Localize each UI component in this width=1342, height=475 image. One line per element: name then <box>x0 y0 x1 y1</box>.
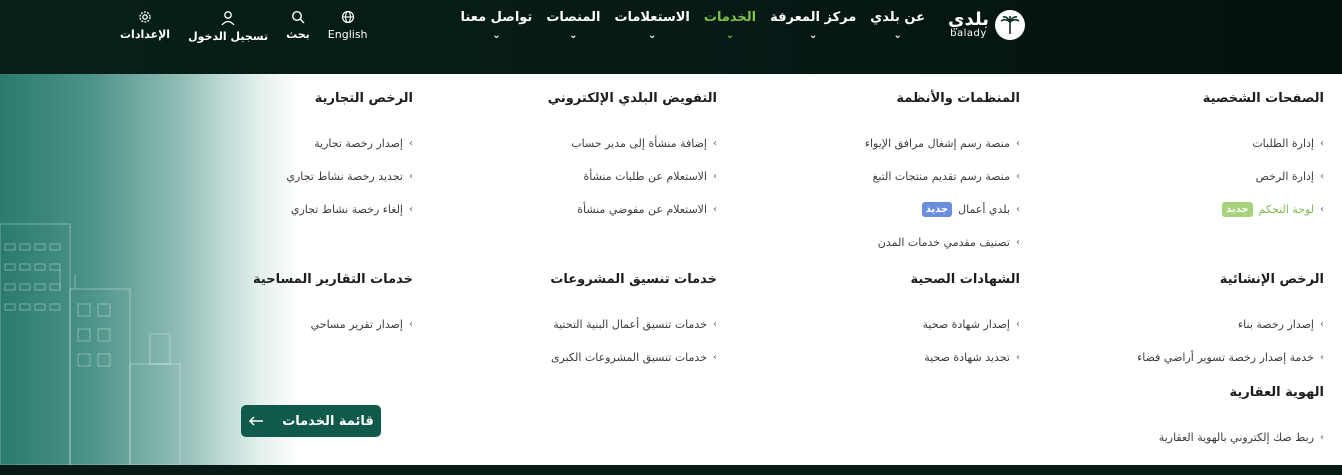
chevron-right-icon: › <box>409 319 413 330</box>
chevron-right-icon: › <box>1016 204 1020 215</box>
chevron-right-icon: › <box>713 138 717 149</box>
menu-col-health <box>911 272 1020 374</box>
section-title: الهوية العقارية <box>1229 385 1324 400</box>
chevron-right-icon: › <box>409 171 413 182</box>
chevron-down-icon: ⌄ <box>725 30 735 41</box>
logo-english: balady <box>950 28 987 39</box>
menu-link-manage-licenses[interactable]: › إدارة الرخص <box>1255 170 1324 183</box>
menu-link-add-establishment[interactable]: › إضافة منشأة إلى مدير حساب <box>571 137 717 150</box>
chevron-down-icon: ⌄ <box>808 30 818 41</box>
chevron-down-icon: ⌄ <box>893 30 902 41</box>
chevron-right-icon: › <box>1320 432 1324 443</box>
new-badge: جديد <box>922 202 953 217</box>
chevron-right-icon: › <box>409 138 413 149</box>
search-button[interactable]: بحث <box>286 10 310 43</box>
settings-button[interactable]: الإعدادات <box>120 10 170 43</box>
new-badge: جديد <box>1222 202 1253 217</box>
globe-icon <box>341 10 355 24</box>
login-button[interactable]: تسجيل الدخول <box>188 10 268 43</box>
menu-link-tobacco-fee[interactable]: › منصة رسم تقديم منتجات التبغ <box>872 170 1020 183</box>
menu-col-real-estate <box>1159 385 1324 454</box>
menu-col-delegation <box>548 91 717 226</box>
menu-link-renew-health-cert[interactable]: › تجديد شهادة صحية <box>924 351 1020 364</box>
arrow-left-icon <box>248 416 264 426</box>
section-title: خدمات تنسيق المشروعات <box>550 272 717 287</box>
nav-knowledge-center[interactable]: مركز المعرفة ⌄ <box>770 10 857 41</box>
nav-about[interactable]: عن بلدي ⌄ <box>870 10 925 41</box>
menu-link-mega-projects-coordination[interactable]: › خدمات تنسيق المشروعات الكبرى <box>550 351 717 364</box>
chevron-right-icon: › <box>409 204 413 215</box>
nav-platforms[interactable]: المنصات ⌄ <box>546 10 601 41</box>
user-icon <box>220 10 236 26</box>
chevron-right-icon: › <box>713 319 717 330</box>
menu-col-projects <box>550 272 717 374</box>
menu-link-city-service-classification[interactable]: › تصنيف مقدمي خدمات المدن <box>877 236 1020 249</box>
gear-icon <box>138 10 152 24</box>
language-button[interactable]: English <box>328 10 368 43</box>
chevron-right-icon: › <box>713 352 717 363</box>
chevron-right-icon: › <box>1016 352 1020 363</box>
menu-col-survey <box>253 272 413 341</box>
menu-link-balady-business[interactable]: › بلدي أعمال جديد <box>865 193 1020 226</box>
menu-link-link-deed[interactable]: › ربط صك إلكتروني بالهوية العقارية <box>1158 431 1324 444</box>
main-nav <box>461 10 925 41</box>
section-title: الصفحات الشخصية <box>1202 91 1324 106</box>
chevron-right-icon: › <box>713 204 717 215</box>
menu-col-personal-pages <box>1203 91 1324 226</box>
menu-col-platforms <box>865 91 1020 259</box>
logo-arabic: بلدي <box>948 9 990 30</box>
section-title: خدمات التقارير المساحية <box>253 272 413 287</box>
menu-link-issue-health-cert[interactable]: › إصدار شهادة صحية <box>922 318 1020 331</box>
menu-link-issue-commercial[interactable]: › إصدار رخصة تجارية <box>314 137 413 150</box>
section-title: الرخص التجارية <box>314 91 413 106</box>
chevron-right-icon: › <box>1320 171 1324 182</box>
nav-services[interactable]: الخدمات ⌄ <box>703 10 757 41</box>
chevron-right-icon: › <box>1016 171 1020 182</box>
menu-link-query-requests[interactable]: › الاستعلام عن طلبات منشأة <box>583 170 717 183</box>
chevron-down-icon: ⌄ <box>492 30 501 41</box>
chevron-right-icon: › <box>1320 138 1324 149</box>
chevron-right-icon: › <box>713 171 717 182</box>
menu-link-survey-report[interactable]: › إصدار تقرير مساحي <box>310 318 413 331</box>
chevron-right-icon: › <box>1320 352 1324 363</box>
menu-link-infrastructure-coordination[interactable]: › خدمات تنسيق أعمال البنية التحتية <box>553 318 717 331</box>
section-title: التفويض البلدي الإلكتروني <box>547 91 717 106</box>
menu-link-manage-requests[interactable]: › إدارة الطلبات <box>1252 137 1324 150</box>
menu-link-building-permit[interactable]: › إصدار رخصة بناء <box>1238 318 1324 331</box>
chevron-right-icon: › <box>1016 138 1020 149</box>
section-title: المنظمات والأنظمة <box>896 91 1020 106</box>
menu-col-construction <box>1137 272 1324 374</box>
services-list-button[interactable]: قائمة الخدمات <box>241 405 381 437</box>
chevron-right-icon: › <box>1320 319 1324 330</box>
top-navbar <box>0 0 1342 74</box>
menu-link-renew-commercial[interactable]: › تجديد رخصة نشاط تجاري <box>286 170 413 183</box>
menu-link-accommodation-fee[interactable]: › منصة رسم إشغال مرافق الإيواء <box>864 137 1020 150</box>
section-title: الرخص الإنشائية <box>1219 272 1324 287</box>
bottom-bar <box>0 465 1342 475</box>
nav-inquiries[interactable]: الاستعلامات ⌄ <box>614 10 690 41</box>
menu-col-commercial <box>286 91 413 226</box>
search-icon <box>291 10 305 24</box>
chevron-right-icon: › <box>1016 237 1020 248</box>
menu-link-dashboard[interactable]: › لوحة التحكم جديد <box>1203 193 1324 226</box>
chevron-right-icon: › <box>1320 204 1324 215</box>
menu-link-fencing-permit[interactable]: › خدمة إصدار رخصة تسوير أراضي فضاء <box>1137 351 1324 364</box>
chevron-down-icon: ⌄ <box>569 30 578 41</box>
nav-contact[interactable]: تواصل معنا ⌄ <box>460 10 533 41</box>
menu-link-cancel-commercial[interactable]: › إلغاء رخصة نشاط تجاري <box>290 203 413 216</box>
chevron-right-icon: › <box>1016 319 1020 330</box>
utility-bar <box>120 10 368 43</box>
balady-logo[interactable] <box>948 8 1028 42</box>
palm-emblem-icon <box>995 10 1025 40</box>
menu-link-query-delegates[interactable]: › الاستعلام عن مفوضي منشأة <box>577 203 717 216</box>
section-title: الشهادات الصحية <box>910 272 1020 287</box>
chevron-down-icon: ⌄ <box>647 30 657 41</box>
